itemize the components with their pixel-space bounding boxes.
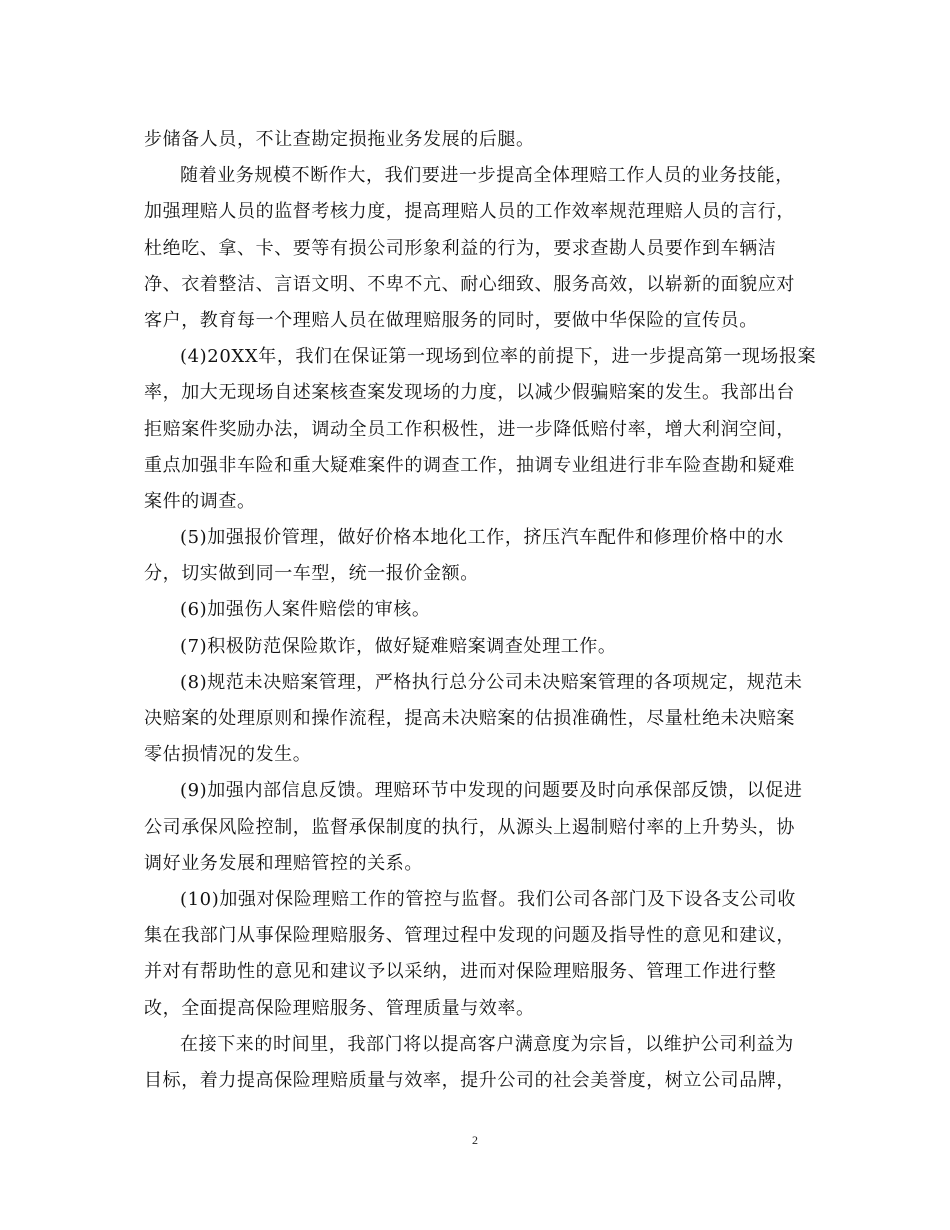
text-line: 公司承保风险控制，监督承保制度的执行，从源头上遏制赔付率的上升势头，协 bbox=[144, 816, 795, 838]
body-text bbox=[144, 122, 817, 1099]
text-line: 零估损情况的发生。 bbox=[144, 744, 312, 766]
page-number: 2 bbox=[472, 1133, 478, 1147]
text-line: (9)加强内部信息反馈。理赔环节中发现的问题要及时向承保部反馈，以促进 bbox=[180, 780, 803, 802]
text-line: 拒赔案件奖励办法，调动全员工作积极性，进一步降低赔付率，增大利润空间， bbox=[144, 418, 795, 440]
text-line: (5)加强报价管理，做好价格本地化工作，挤压汽车配件和修理价格中的水 bbox=[180, 527, 784, 549]
text-line: 案件的调查。 bbox=[144, 490, 256, 512]
text-line: (6)加强伤人案件赔偿的审核。 bbox=[180, 599, 431, 621]
text-line: 随着业务规模不断作大，我们要进一步提高全体理赔工作人员的业务技能， bbox=[180, 165, 794, 187]
text-line: 在接下来的时间里，我部门将以提高客户满意度为宗旨，以维护公司利益为 bbox=[180, 1033, 794, 1055]
text-line: 分，切实做到同一车型，统一报价金额。 bbox=[144, 563, 479, 585]
text-line: 调好业务发展和理赔管控的关系。 bbox=[144, 852, 423, 874]
text-line: (8)规范未决赔案管理，严格执行总分公司未决赔案管理的各项规定，规范未 bbox=[180, 671, 803, 693]
text-line: (4)20XX年，我们在保证第一现场到位率的前提下，进一步提高第一现场报案 bbox=[180, 346, 817, 368]
text-line: 客户，教育每一个理赔人员在做理赔服务的同时，要做中华保险的宣传员。 bbox=[144, 309, 758, 331]
text-line: 并对有帮助性的意见和建议予以采纳，进而对保险理赔服务、管理工作进行整 bbox=[144, 961, 777, 983]
text-line: (7)积极防范保险欺诈，做好疑难赔案调查处理工作。 bbox=[180, 635, 617, 657]
text-line: 重点加强非车险和重大疑难案件的调查工作，抽调专业组进行非车险查勘和疑难 bbox=[144, 454, 795, 476]
text-line: 目标，着力提高保险理赔质量与效率，提升公司的社会美誉度，树立公司品牌， bbox=[144, 1069, 795, 1091]
text-line: 集在我部门从事保险理赔服务、管理过程中发现的问题及指导性的意见和建议， bbox=[144, 925, 795, 947]
text-line: 决赔案的处理原则和操作流程，提高未决赔案的估损准确性，尽量杜绝未决赔案 bbox=[144, 708, 795, 729]
text-line: 加强理赔人员的监督考核力度，提高理赔人员的工作效率规范理赔人员的言行， bbox=[144, 201, 795, 223]
text-line: (10)加强对保险理赔工作的管控与监督。我们公司各部门及下设各支公司收 bbox=[180, 888, 796, 910]
text-line: 改，全面提高保险理赔服务、管理质量与效率。 bbox=[144, 997, 535, 1019]
text-line: 率，加大无现场自述案核查案发现场的力度，以减少假骗赔案的发生。我部出台 bbox=[144, 382, 795, 404]
text-line: 步储备人员，不让查勘定损拖业务发展的后腿。 bbox=[144, 129, 535, 150]
text-line: 杜绝吃、拿、卡、要等有损公司形象利益的行为，要求查勘人员要作到车辆洁 bbox=[144, 237, 777, 259]
text-line: 净、衣着整洁、言语文明、不卑不亢、耐心细致、服务高效，以崭新的面貌应对 bbox=[144, 273, 795, 295]
